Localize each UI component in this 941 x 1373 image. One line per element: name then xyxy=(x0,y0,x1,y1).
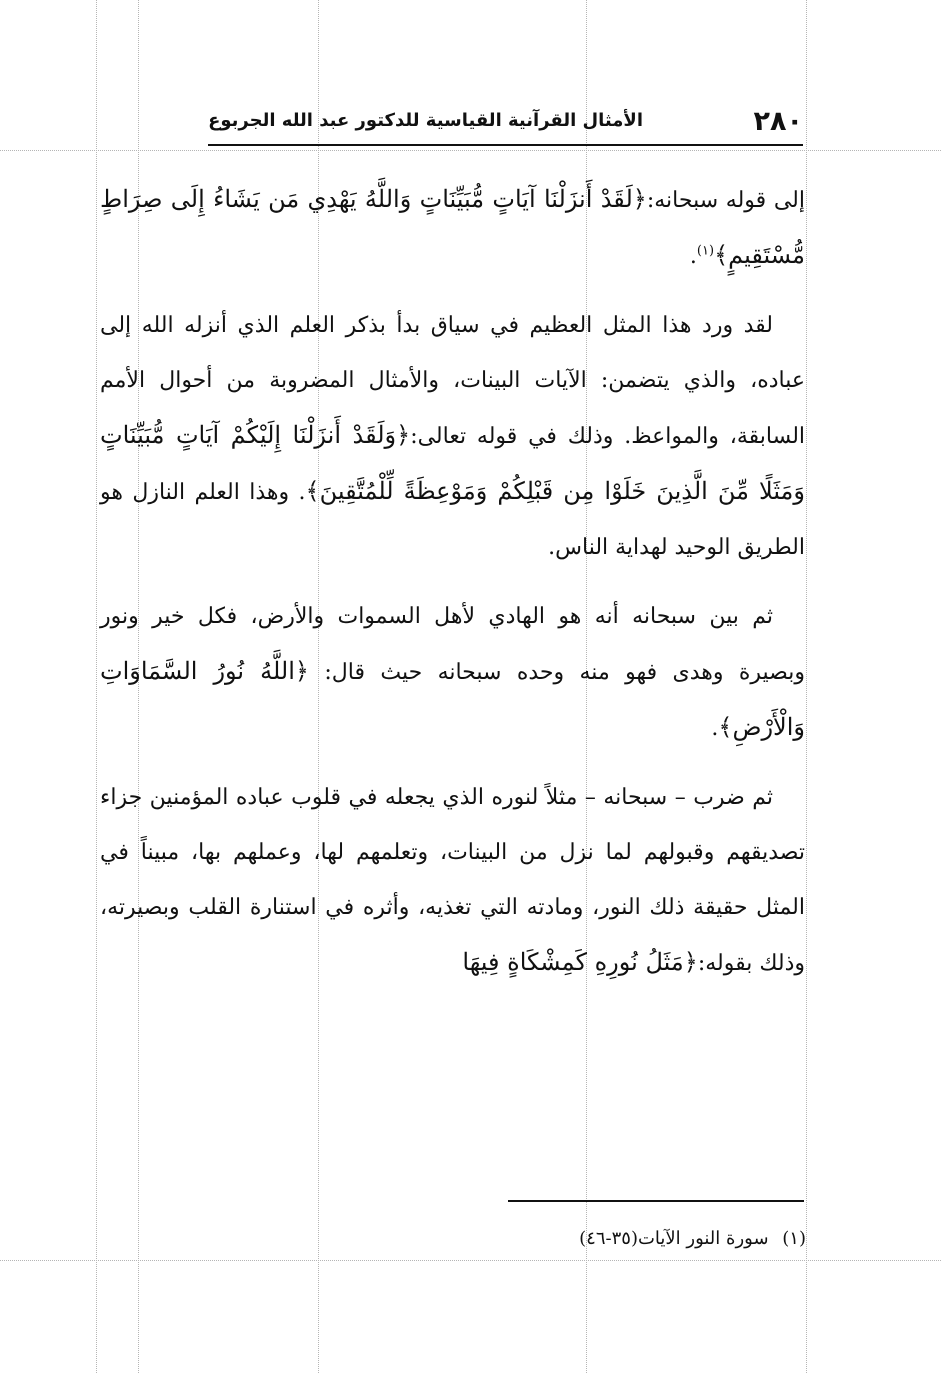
paragraph-text: . وهذا العلم النازل هو الطريق الوحيد لهداية الناس. xyxy=(100,480,805,560)
footnote-reference: (١) xyxy=(696,243,715,259)
paragraph xyxy=(100,172,805,284)
footnote-text: سورة النور الآيات(٣٥-٤٦) xyxy=(579,1228,769,1249)
quran-verse: ﴿اللَّهُ نُورُ السَّمَاوَاتِ وَالْأَرْضِ﴾ xyxy=(100,657,805,741)
footnote-number: (١) xyxy=(782,1228,806,1249)
scan-guide-top xyxy=(0,150,941,151)
scan-margin-right xyxy=(806,0,807,1373)
scan-guide-bottom xyxy=(0,1260,941,1261)
paragraph xyxy=(100,770,805,991)
paragraph xyxy=(100,589,805,756)
paragraph-text: ثم بين سبحانه أنه هو الهادي لأهل السموات والأرض، فكل خير ونور وبصيرة وهدى فهو منه وحده سبحانه حيث قال: xyxy=(100,604,805,685)
quran-verse: ﴿وَلَقَدْ أَنزَلْنَا إِلَيْكُمْ آيَاتٍ مُّبَيِّنَاتٍ وَمَثَلًا مِّنَ الَّذِينَ خَلَوْا مِن قَبْلِكُمْ وَمَوْعِظَةً لِّلْمُتَّقِينَ﴾ xyxy=(100,421,806,505)
footnote-divider xyxy=(508,1200,804,1202)
paragraph-text: لقد ورد هذا المثل العظيم في سياق بدأ بذكر العلم الذي أنزله الله إلى عباده، والذي يتضمن: الآيات البينات، والأمثال المضروبة من أحوال الأمم السابقة، والمواعظ. وذلك في قوله تعالى: xyxy=(100,313,806,449)
body-text xyxy=(100,172,805,1005)
running-title: الأمثال القرآنية القياسية للدكتور عبد الله الجربوع xyxy=(208,110,643,131)
paragraph-text: . xyxy=(689,244,697,269)
paragraph-text: . xyxy=(711,716,719,741)
paragraph-text: ثم ضرب – سبحانه – مثلاً لنوره الذي يجعله في قلوب عباده المؤمنين جزاء تصديقهم وقبولهم لما نزل من البينات، وتعلمهم لها، وعملهم بها، مبيناً في المثل حقيقة ذلك النور، ومادته التي تغذيه، وأثره في استنارة القلب وبصيرته، وذلك بقوله: xyxy=(100,785,805,976)
quran-verse: ﴿لَقَدْ أَنزَلْنَا آيَاتٍ مُّبَيِّنَاتٍ وَاللَّهُ يَهْدِي مَن يَشَاءُ إِلَى صِرَاطٍ مُّسْتَقِيمٍ﴾ xyxy=(100,185,805,269)
paragraph xyxy=(100,298,805,575)
quran-verse: ﴿مَثَلُ نُورِهِ كَمِشْكَاةٍ فِيهَا xyxy=(462,948,698,976)
page-header xyxy=(208,100,803,146)
footnote xyxy=(440,1228,806,1249)
paragraph-text: إلى قوله سبحانه: xyxy=(646,188,805,213)
page-number: ٢٨٠ xyxy=(753,106,803,137)
scan-margin-left xyxy=(96,0,97,1373)
